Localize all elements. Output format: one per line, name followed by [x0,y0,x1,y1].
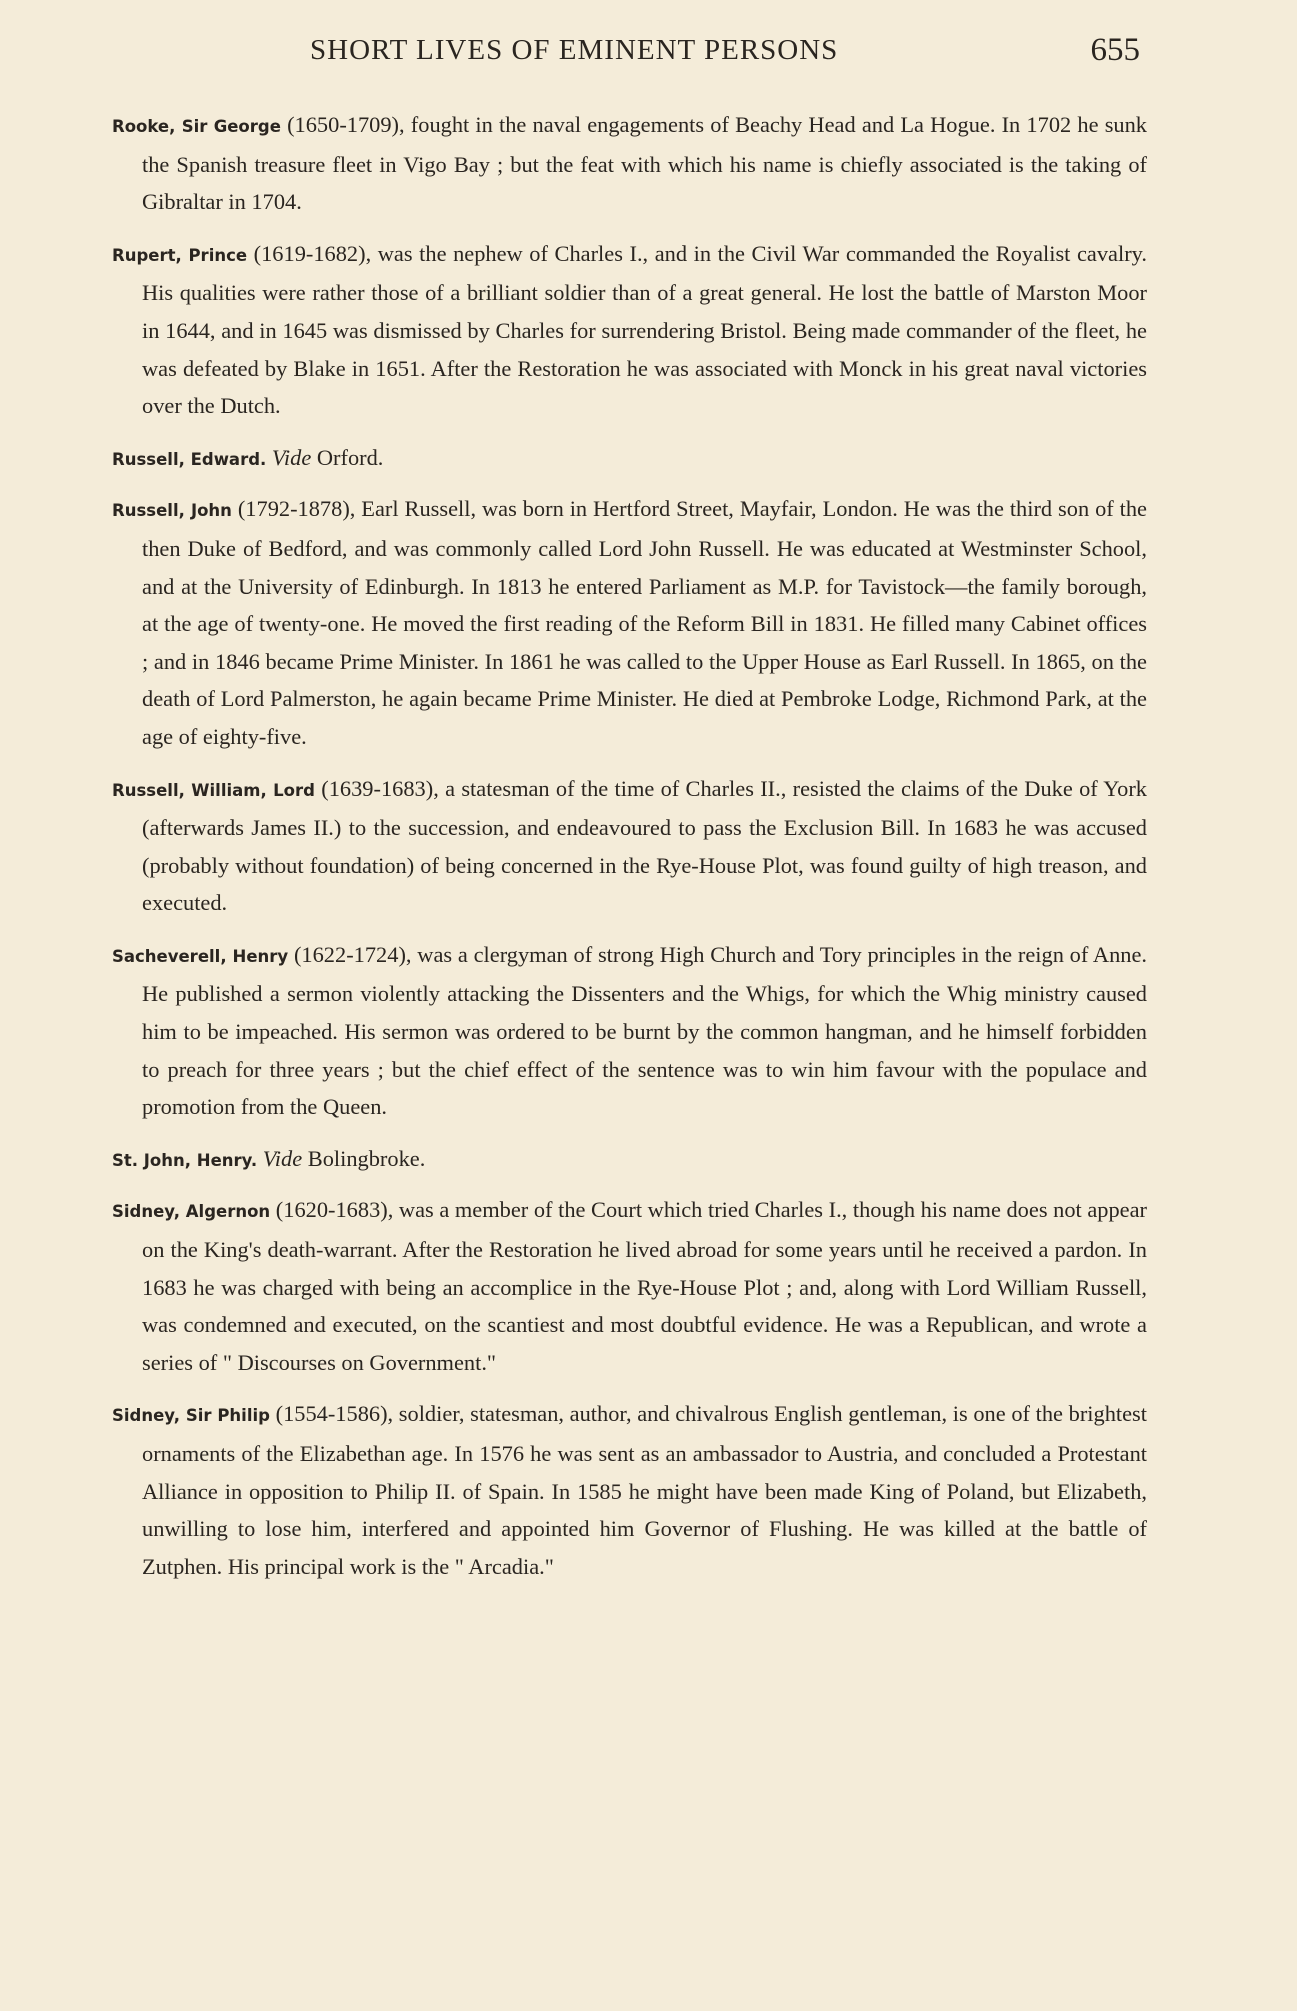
entry-rooke [112,106,1147,221]
entry-russell-william [112,770,1147,922]
entry-text: Bolingbroke. [302,1145,426,1171]
entry-text: Orford. [311,444,384,470]
entry-text: (1622-1724), was a clergyman of strong High Church and Tory principles in the reign of Anne. He published a sermon violently attacking the Dissenters and the Whigs, for which the Whig ministry caused him to be impeached. His sermon was ordered to be burnt by the common hangman, and he himself forbidden to preach for three years ; but the chief effect of the sentence was to win him favour with the populace and promotion from the Queen. [142,941,1147,1120]
vide-reference: Vide [262,1145,303,1171]
running-title: SHORT LIVES OF EMINENT PERSONS [310,34,839,66]
headword: Russell, John [112,501,232,521]
headword: Sidney, Algernon [112,1202,271,1222]
entry-russell-john [112,490,1147,755]
entry-text: (1620-1683), was a member of the Court which tried Charles I., though his name does not appear on the King's death-warrant. After the Restoration he lived abroad for some years until he received a pardon. In 1683 he was charged with being an accomplice in the Rye-House Plot ; and, along with Lord William Russell, was condemned and executed, on the scantiest and most doubtful evidence. He was a Republican, and wrote a series of " Discourses on Government." [142,1197,1148,1375]
headword: Russell, William, Lord [112,780,315,800]
running-head [140,34,1140,74]
headword: St. John, Henry. [112,1150,258,1170]
vide-reference: Vide [271,444,312,470]
entry-sidney-philip [112,1395,1147,1585]
headword: Sidney, Sir Philip [112,1406,270,1426]
entry-text: (1619-1682), was the nephew of Charles I., and in the Civil War commanded the Royalist cavalry. His qualities were rather those of a brilliant soldier than of a great general. He lost the battle of Marston Moor in 1644, and in 1645 was dismissed by Charles for surrendering Bristol. Being made commander of the fleet, he was defeated by Blake in 1651. After the Restoration he was associated with Monck in his great naval victories over the Dutch. [142,240,1147,419]
biography-entries [112,106,1147,1599]
entry-text: (1554-1586), soldier, statesman, author, and chivalrous English gentleman, is one of the brightest ornaments of the Elizabethan age. In 1576 he was sent as an ambassador to Austria, and concluded a Protestant Alliance in opposition to Philip II. of Spain. In 1585 he might have been made King of Poland, but Elizabeth, unwilling to lose him, interfered and appointed him Governor of Flushing. He was killed at the battle of Zutphen. His principal work is the " Arcadia." [142,1401,1147,1579]
entry-sacheverell [112,936,1147,1126]
entry-sidney-algernon [112,1191,1147,1381]
headword: Sacheverell, Henry [112,946,289,966]
entry-rupert [112,235,1147,425]
entry-text: (1650-1709), fought in the naval engagements of Beachy Head and La Hogue. In 1702 he sunk the Spanish treasure fleet in Vigo Bay ; but the feat with which his name is chiefly associated is the taking of Gibraltar in 1704. [142,112,1147,215]
headword: Rupert, Prince [112,245,248,265]
entry-st-john [112,1140,1147,1180]
headword: Russell, Edward. [112,449,267,469]
entry-text: (1792-1878), Earl Russell, was born in Hertford Street, Mayfair, London. He was the third son of the then Duke of Bedford, and was commonly called Lord John Russell. He was educated at Westminster School, and at the University of Edinburgh. In 1813 he entered Parliament as M.P. for Tavistock—the family borough, at the age of twenty-one. He moved the first reading of the Reform Bill in 1831. He filled many Cabinet offices ; and in 1846 became Prime Minister. In 1861 he was called to the Upper House as Earl Russell. In 1865, on the death of Lord Palmerston, he again became Prime Minister. He died at Pembroke Lodge, Richmond Park, at the age of eighty-five. [142,496,1147,749]
page-number: 655 [1090,32,1140,68]
entry-russell-edward [112,439,1147,479]
headword: Rooke, Sir George [112,117,281,136]
entry-text: (1639-1683), a statesman of the time of Charles II., resisted the claims of the Duke of York (afterwards James II.) to the succession, and endeavoured to pass the Exclusion Bill. In 1683 he was accused (probably without foundation) of being concerned in the Rye-House Plot, was found guilty of high treason, and executed. [142,775,1147,916]
